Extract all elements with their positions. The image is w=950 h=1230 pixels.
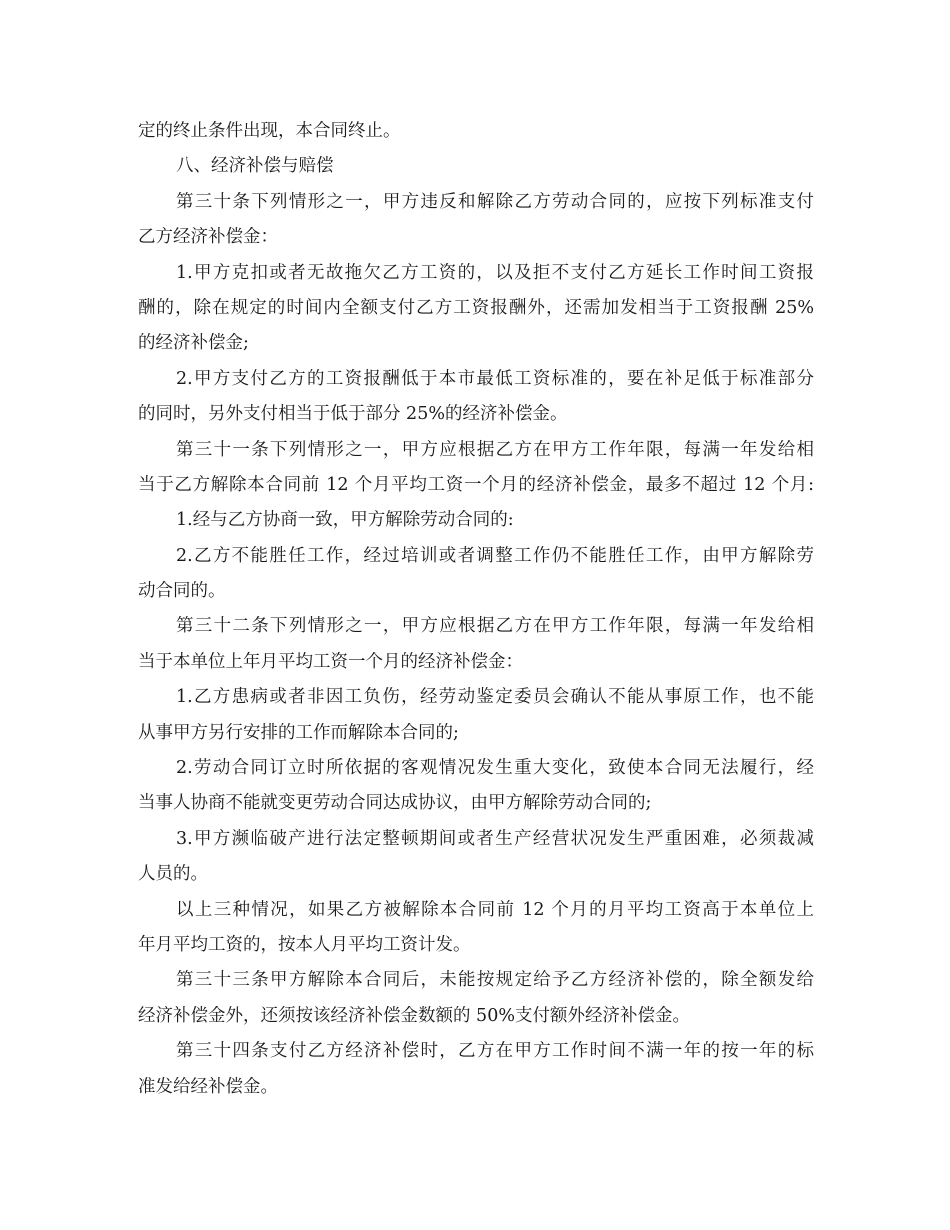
- text-line: 当于本单位上年月平均工资一个月的经济补偿金：: [138, 651, 523, 672]
- text-line: 2.乙方不能胜任工作，经过培训或者调整工作仍不能胜任工作，由甲方解除劳: [176, 545, 814, 566]
- text-line: 从事甲方另行安排的工作而解除本合同的;: [138, 722, 459, 743]
- text-line: 当事人协商不能就变更劳动合同达成协议，由甲方解除劳动合同的;: [138, 793, 652, 814]
- text-line: 第三十一条下列情形之一，甲方应根据乙方在甲方工作年限，每满一年发给相: [176, 439, 814, 460]
- text-line: 准发给经补偿金。: [138, 1076, 278, 1097]
- text-line: 年月平均工资的，按本人月平均工资计发。: [138, 934, 471, 955]
- text-line: 以上三种情况，如果乙方被解除本合同前 12 个月的月平均工资高于本单位上: [176, 899, 814, 920]
- text-line: 乙方经济补偿金：: [138, 227, 278, 248]
- section-heading: 八、经济补偿与赔偿: [176, 156, 334, 177]
- text-line: 第三十二条下列情形之一，甲方应根据乙方在甲方工作年限，每满一年发给相: [176, 616, 814, 637]
- text-line: 第三十四条支付乙方经济补偿时，乙方在甲方工作时间不满一年的按一年的标: [176, 1041, 814, 1062]
- text-line: 3.甲方濒临破产进行法定整顿期间或者生产经营状况发生严重困难，必须裁减: [176, 828, 814, 849]
- text-line: 动合同的。: [138, 581, 226, 602]
- text-line: 1.乙方患病或者非因工负伤，经劳动鉴定委员会确认不能从事原工作，也不能: [176, 687, 814, 708]
- text-line: 酬的，除在规定的时间内全额支付乙方工资报酬外，还需加发相当于工资报酬 25%: [138, 297, 814, 318]
- text-line: 的同时，另外支付相当于低于部分 25%的经济补偿金。: [138, 404, 568, 425]
- text-line: 人员的。: [138, 864, 208, 885]
- text-line: 经济补偿金外，还须按该经济补偿金数额的 50%支付额外经济补偿金。: [138, 1005, 690, 1026]
- text-line: 当于乙方解除本合同前 12 个月平均工资一个月的经济补偿金，最多不超过 12 个月:: [138, 474, 814, 495]
- text-line: 定的终止条件出现，本合同终止。: [138, 121, 401, 141]
- text-line: 第三十三条甲方解除本合同后，未能按规定给予乙方经济补偿的，除全额发给: [176, 970, 814, 991]
- text-line: 第三十条下列情形之一，甲方违反和解除乙方劳动合同的，应按下列标准支付: [176, 191, 814, 212]
- text-line: 1.甲方克扣或者无故拖欠乙方工资的，以及拒不支付乙方延长工作时间工资报: [176, 262, 814, 283]
- document-body: [138, 114, 814, 1105]
- text-line: 的经济补偿金;: [138, 333, 249, 354]
- text-line: 2.劳动合同订立时所依据的客观情况发生重大变化，致使本合同无法履行，经: [176, 758, 814, 779]
- text-line: 2.甲方支付乙方的工资报酬低于本市最低工资标准的，要在补足低于标准部分: [176, 368, 814, 389]
- text-line: 1.经与乙方协商一致，甲方解除劳动合同的:: [176, 510, 514, 531]
